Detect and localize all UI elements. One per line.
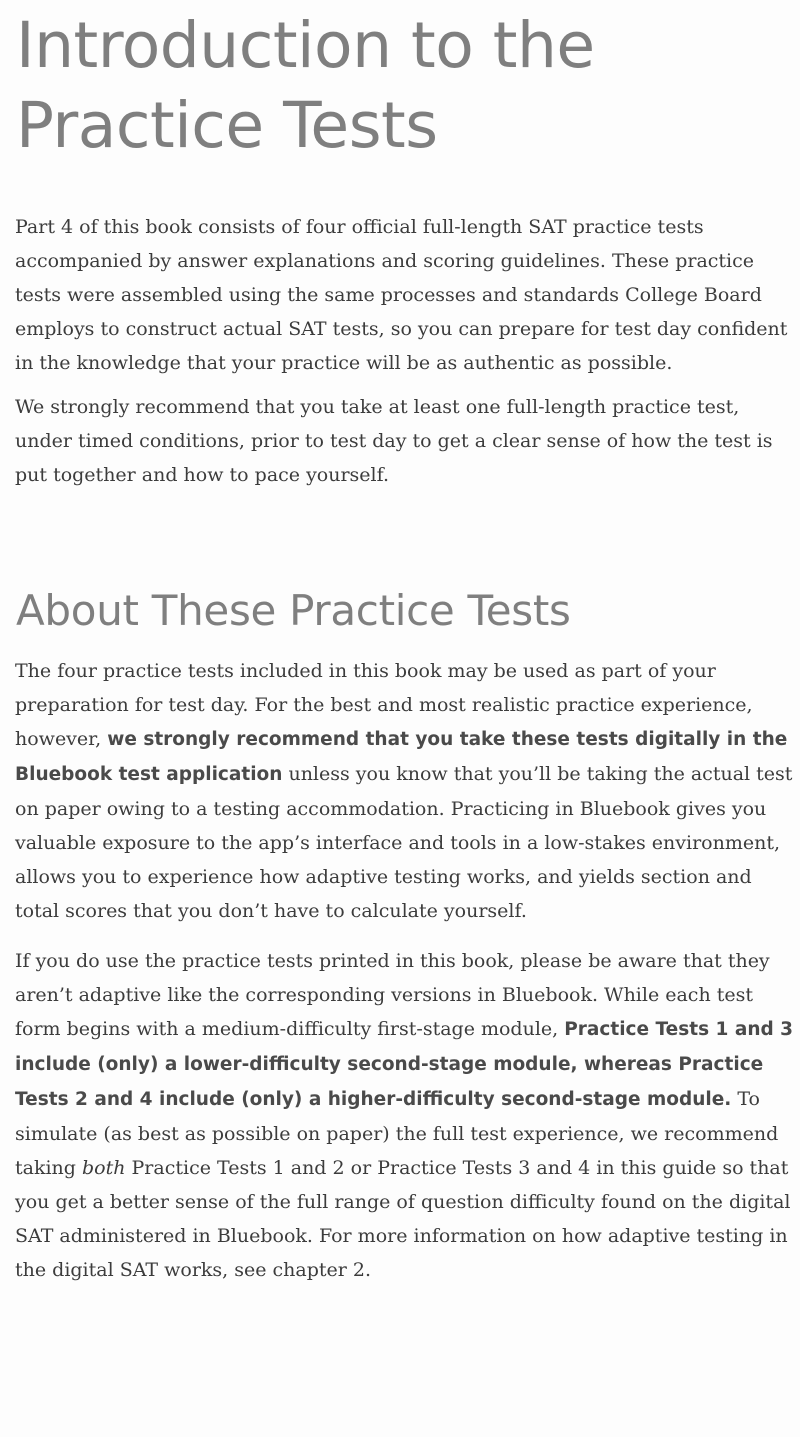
about-paragraph-1-emphasis: we strongly recommend that you take these tests digitally in the Bluebook test application — [15, 729, 788, 785]
about-paragraph-2-emphasis: Practice Tests 1 and 3 include (only) a lower-difficulty second-stage module, whereas Practice Tests 2 and 4 include (only) a higher-difficulty second-stage module. — [15, 1019, 794, 1110]
about-paragraph-2 — [15, 944, 795, 1287]
intro-section — [15, 210, 795, 502]
intro-paragraph-2: We strongly recommend that you take at least one full-length practice test, under timed conditions, prior to test day to get a clear sense of how the test is put together and how to pace yourself. — [15, 396, 773, 486]
about-paragraph-1-text-a: The four practice tests included in this book may be used as part of your preparation for test day. For the best and most realistic practice experience, however, — [15, 660, 753, 750]
about-paragraph-1 — [15, 654, 795, 928]
about-paragraph-2-text-a: If you do use the practice tests printed in this book, please be aware that they aren’t adaptive like the corresponding versions in Bluebook. While each test form begins with a medium-difficulty first-stage module, — [15, 950, 770, 1040]
page-title-line-1: Introduction to the — [16, 9, 595, 82]
page-title-line-2: Practice Tests — [16, 89, 438, 162]
page-title — [16, 6, 595, 166]
about-paragraph-2-text-b: To simulate (as best as possible on paper) the full test experience, we recommend taking — [15, 1088, 779, 1179]
section-heading: About These Practice Tests — [16, 586, 571, 635]
about-paragraph-1-text-b: unless you know that you’ll be taking the actual test on paper owing to a testing accommodation. Practicing in Bluebook gives you valuable exposure to the app’s interface and tools in a low-stakes environment, allows you to experience how adaptive testing works, and yields section and total scores that you don’t have to calculate yourself. — [15, 763, 793, 922]
about-section — [15, 654, 795, 1303]
intro-paragraph-1: Part 4 of this book consists of four official full-length SAT practice tests accompanied by answer explanations and scoring guidelines. These practice tests were assembled using the same processes and standards College Board employs to construct actual SAT tests, so you can prepare for test day confident in the knowledge that your practice will be as authentic as possible. — [15, 216, 788, 374]
about-paragraph-2-text-c: Practice Tests 1 and 2 or Practice Tests 3 and 4 in this guide so that you get a better sense of the full range of question difficulty found on the digital SAT administered in Bluebook. For more information on how adaptive testing in the digital SAT works, see chapter 2. — [15, 1157, 791, 1281]
about-paragraph-2-italic: both — [82, 1157, 126, 1179]
